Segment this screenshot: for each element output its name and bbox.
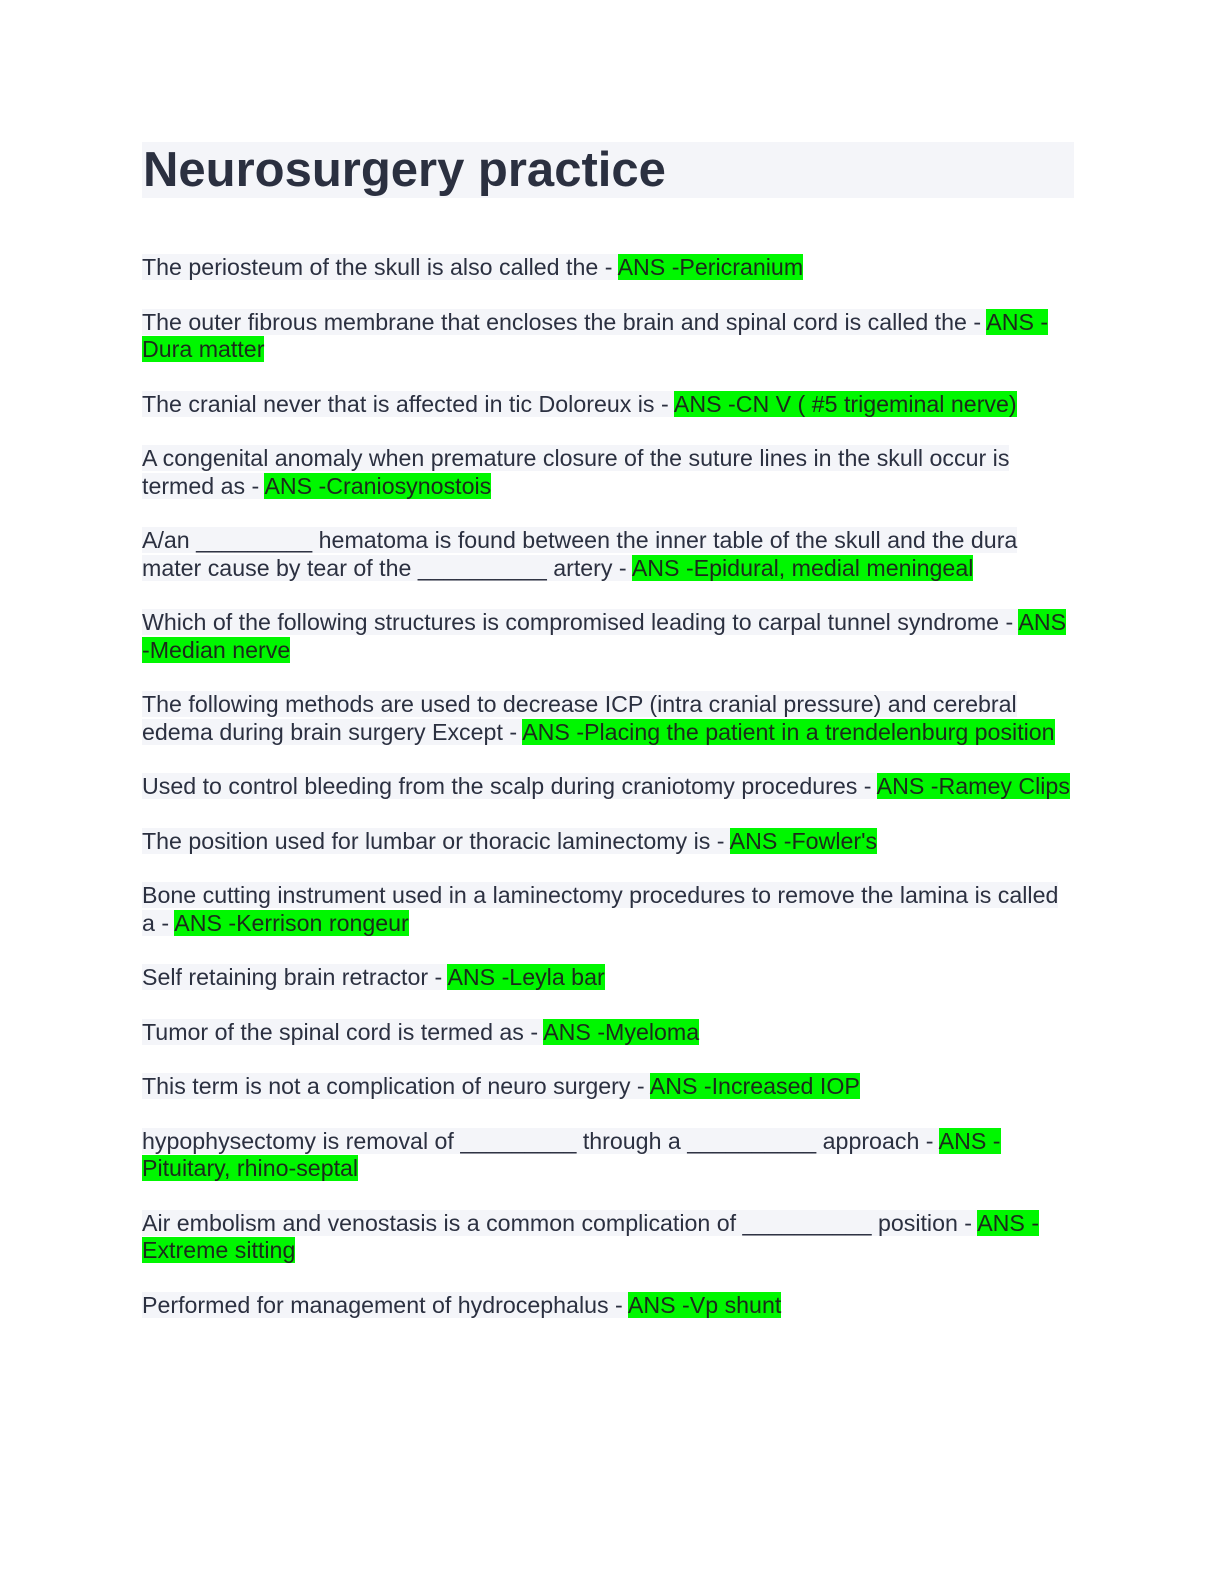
document-page (142, 142, 1074, 1346)
answer-highlight: ANS -Fowler's (729, 827, 878, 854)
qa-item-4 (142, 445, 1074, 500)
qa-item-13 (142, 1073, 1074, 1101)
question-text: Performed for management of hydrocephalus - (142, 1291, 628, 1318)
qa-item-7 (142, 691, 1074, 746)
qa-item-3 (142, 391, 1074, 419)
question-text: Bone cutting instrument used in a laminectomy procedures to remove the lamina is called a - (142, 882, 1059, 936)
page-title: Neurosurgery practice (142, 142, 1074, 198)
qa-item-10 (142, 882, 1074, 937)
answer-highlight: ANS -Dura matter (142, 308, 1049, 362)
qa-item-8 (142, 773, 1074, 801)
question-text: The position used for lumbar or thoracic laminectomy is - (142, 827, 730, 854)
qa-item-5 (142, 527, 1074, 582)
answer-highlight: ANS -Pericranium (617, 254, 804, 280)
answer-highlight: ANS -Median nerve (142, 609, 1067, 663)
answer-highlight: ANS -Leyla bar (447, 964, 605, 990)
qa-item-9 (142, 828, 1074, 856)
qa-item-12 (142, 1019, 1074, 1047)
answer-highlight: ANS -Increased IOP (649, 1073, 860, 1099)
qa-item-14 (142, 1128, 1074, 1183)
qa-item-16 (142, 1292, 1074, 1320)
question-text: hypophysectomy is removal of _________ through a __________ approach - (142, 1127, 939, 1154)
question-text: The following methods are used to decrease ICP (intra cranial pressure) and cerebral edema during brain surgery Except - (142, 691, 1017, 745)
question-text: Air embolism and venostasis is a common complication of __________ position - (142, 1209, 978, 1236)
question-text: The cranial never that is affected in tic Doloreux is - (142, 390, 674, 417)
answer-highlight: ANS -CN V ( #5 trigeminal nerve) (673, 390, 1017, 417)
question-text: The periosteum of the skull is also called the - (142, 254, 618, 280)
answer-highlight: ANS -Placing the patient in a trendelenburg position (522, 718, 1055, 745)
question-text: A congenital anomaly when premature closure of the suture lines in the skull occur is termed as - (142, 445, 1010, 499)
question-text: Self retaining brain retractor - (142, 964, 448, 990)
qa-item-15 (142, 1210, 1074, 1265)
question-text: A/an _________ hematoma is found between the inner table of the skull and the dura mater cause by tear of the __________ artery - (142, 527, 1018, 581)
answer-highlight: ANS -Ramey Clips (876, 773, 1070, 799)
qa-item-1 (142, 254, 1074, 282)
qa-item-11 (142, 964, 1074, 992)
qa-item-6 (142, 609, 1074, 664)
qa-item-2 (142, 309, 1074, 364)
question-text: The outer fibrous membrane that encloses the brain and spinal cord is called the - (142, 308, 987, 335)
answer-highlight: ANS -Kerrison rongeur (174, 909, 409, 936)
answer-highlight: ANS -Extreme sitting (142, 1209, 1040, 1263)
question-text: Used to control bleeding from the scalp during craniotomy procedures - (142, 773, 877, 799)
question-text: Which of the following structures is compromised leading to carpal tunnel syndrome - (142, 609, 1019, 635)
question-text: This term is not a complication of neuro surgery - (142, 1073, 650, 1099)
answer-highlight: ANS -Vp shunt (627, 1291, 782, 1318)
answer-highlight: ANS -Epidural, medial meningeal (631, 554, 974, 581)
answer-highlight: ANS -Myeloma (543, 1018, 700, 1045)
answer-highlight: ANS -Pituitary, rhino-septal (142, 1127, 1001, 1181)
answer-highlight: ANS -Craniosynostois (264, 472, 492, 499)
question-text: Tumor of the spinal cord is termed as - (142, 1018, 544, 1045)
